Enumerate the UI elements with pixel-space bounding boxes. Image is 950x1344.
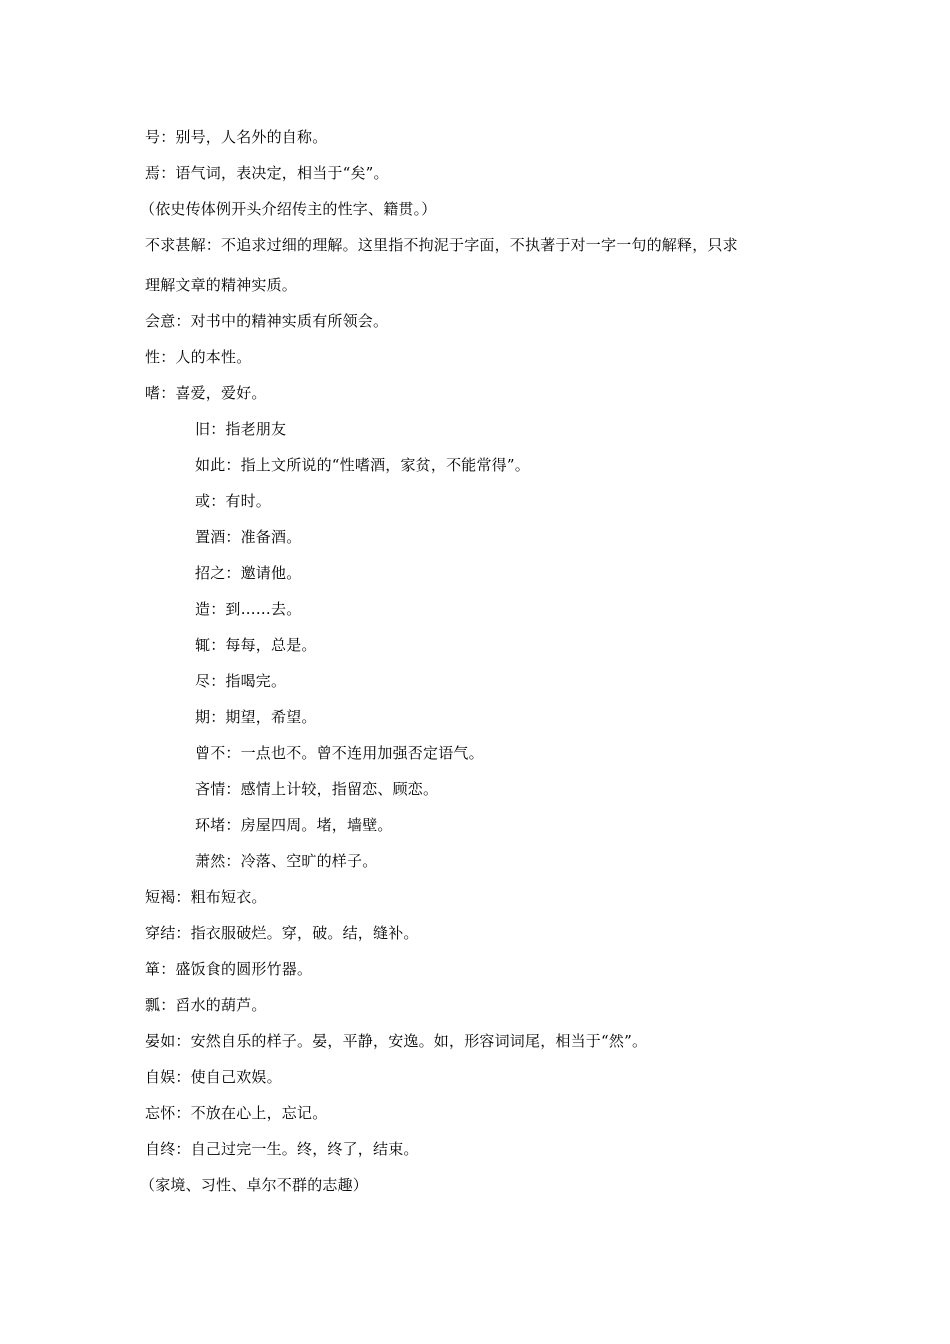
annotation-buqiushenjie-line2: 理解文章的精神实质。: [145, 276, 298, 294]
annotation-xing: 性：人的本性。: [145, 348, 252, 366]
annotation-hao: 号：别号，人名外的自称。: [145, 128, 328, 146]
annotation-yanru: 晏如：安然自乐的样子。晏，平静，安逸。如，形容词词尾，相当于“然”。: [145, 1032, 648, 1050]
annotation-huo: 或：有时。: [195, 492, 272, 510]
annotation-ziyu: 自娱：使自己欢娱。: [145, 1068, 282, 1086]
annotation-zao: 造：到……去。: [195, 600, 302, 618]
annotation-yan: 焉：语气词，表决定，相当于“矣”。: [145, 164, 389, 182]
annotation-ruci: 如此：指上文所说的“性嗜酒，家贫，不能常得”。: [195, 456, 530, 474]
annotation-qi: 期：期望，希望。: [195, 708, 317, 726]
annotation-piao: 瓢：舀水的葫芦。: [145, 996, 267, 1014]
annotation-zhijiu: 置酒：准备酒。: [195, 528, 302, 546]
annotation-cengbu: 曾不：一点也不。曾不连用加强否定语气。: [195, 744, 484, 762]
annotation-zizhong: 自终：自己过完一生。终，终了，结束。: [145, 1140, 419, 1158]
annotation-xiaoran: 萧然：冷落、空旷的样子。: [195, 852, 378, 870]
annotation-zhaozhi: 招之：邀请他。: [195, 564, 302, 582]
annotation-jiu: 旧：指老朋友: [195, 420, 287, 438]
section-note-2: （家境、习性、卓尔不群的志趣）: [140, 1176, 369, 1194]
annotation-linqing: 吝情：感情上计较，指留恋、顾恋。: [195, 780, 439, 798]
annotation-zhe: 辄：每每，总是。: [195, 636, 317, 654]
annotation-wanghuai: 忘怀：不放在心上，忘记。: [145, 1104, 328, 1122]
section-note-1: （依史传体例开头介绍传主的性字、籍贯。）: [140, 200, 437, 218]
annotation-buqiushenjie-line1: 不求甚解：不追求过细的理解。这里指不拘泥于字面，不执著于对一字一句的解释，只求: [145, 236, 738, 254]
annotation-chuanjie: 穿结：指衣服破烂。穿，破。结，缝补。: [145, 924, 419, 942]
annotation-duanhe: 短褐：粗布短衣。: [145, 888, 267, 906]
annotation-huiyi: 会意：对书中的精神实质有所领会。: [145, 312, 389, 330]
annotation-dan: 箪：盛饭食的圆形竹器。: [145, 960, 313, 978]
annotation-shi: 嗜：喜爱，爱好。: [145, 384, 267, 402]
annotation-jin: 尽：指喝完。: [195, 672, 287, 690]
annotation-huandu: 环堵：房屋四周。堵，墙壁。: [195, 816, 393, 834]
